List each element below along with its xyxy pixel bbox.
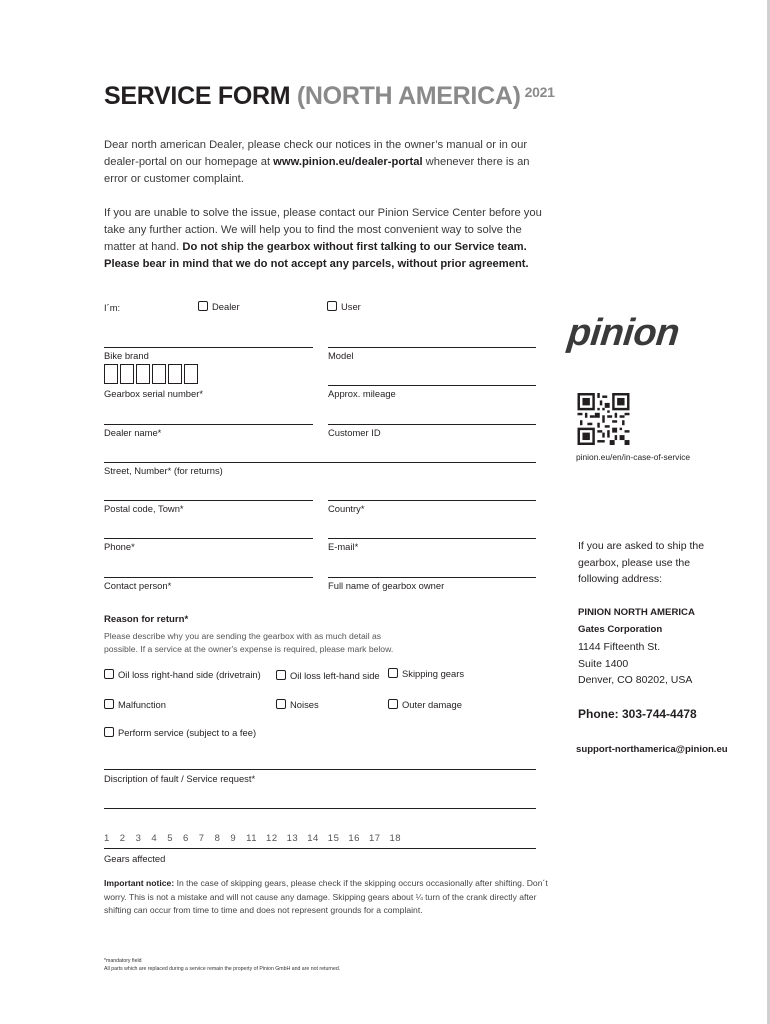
noises-checkbox[interactable]: Noises: [276, 699, 319, 710]
perform-service-checkbox[interactable]: Perform service (subject to a fee): [104, 727, 256, 738]
support-phone[interactable]: Phone: 303-744-4478: [578, 707, 697, 721]
address-street: 1144 Fifteenth St.: [578, 641, 661, 653]
gear-number[interactable]: 8: [214, 833, 221, 844]
contact-label: Contact person*: [104, 580, 172, 591]
intro-paragraph-2: If you are unable to solve the issue, please contact our Pinion Service Center before you take any further action. We will help you to find the most convenient way to solve the matter at hand. Do not ship the gearbox without first talking to our Service team. Please bear in mind that we do not accept any parcels, without prior agreement.: [104, 207, 542, 270]
bike-brand-field[interactable]: [104, 347, 313, 348]
gearbox-serial-label: Gearbox serial number*: [104, 388, 204, 399]
title-main: SERVICE FORM: [104, 82, 291, 110]
reason-title: Reason for return*: [104, 614, 189, 625]
serial-box[interactable]: [184, 364, 198, 384]
im-label: I´m:: [104, 302, 121, 313]
gear-number[interactable]: 16: [348, 833, 360, 844]
owner-field[interactable]: [328, 577, 536, 578]
serial-box[interactable]: [152, 364, 166, 384]
page-title: [104, 82, 555, 111]
gear-number[interactable]: 13: [286, 833, 299, 844]
serial-number-boxes[interactable]: [104, 364, 198, 384]
company-name-2: Gates Corporation: [578, 624, 663, 635]
address-suite: Suite 1400: [578, 658, 629, 670]
checkbox-box[interactable]: [104, 699, 114, 709]
phone-label: Phone*: [104, 541, 135, 552]
serial-box[interactable]: [104, 364, 118, 384]
dealer-name-label: Dealer name*: [104, 427, 162, 438]
dealer-portal-link[interactable]: www.pinion.eu/dealer-portal: [273, 156, 423, 168]
street-label: Street, Number* (for returns): [104, 465, 223, 476]
checkbox-box[interactable]: [276, 699, 286, 709]
serial-box[interactable]: [136, 364, 150, 384]
gear-number[interactable]: 9: [230, 833, 237, 844]
gear-number[interactable]: 15: [327, 833, 340, 844]
checkbox-box[interactable]: [198, 301, 208, 311]
company-name: PINION NORTH AMERICA: [578, 607, 695, 618]
malfunction-checkbox[interactable]: Malfunction: [104, 699, 166, 710]
reason-description: Please describe why you are sending the gearbox with as much detail as possible. If a service at the owner's expense is required, please mark below.: [104, 631, 394, 654]
gears-line: [104, 848, 536, 849]
street-field[interactable]: [104, 462, 536, 463]
gear-number[interactable]: 11: [246, 833, 258, 844]
skipping-gears-checkbox[interactable]: Skipping gears: [388, 668, 464, 679]
gear-number[interactable]: 2: [119, 833, 126, 844]
gear-number[interactable]: 3: [135, 833, 142, 844]
email-label: E-mail*: [328, 541, 359, 552]
qr-url[interactable]: pinion.eu/en/in-case-of-service: [576, 452, 691, 462]
gear-number[interactable]: 4: [151, 833, 158, 844]
postal-label: Postal code, Town*: [104, 503, 184, 514]
fault-description-field[interactable]: [104, 808, 536, 809]
dealer-checkbox[interactable]: Dealer: [198, 301, 240, 312]
important-notice: Important notice: In the case of skipping gears, please check if the skipping occurs occasionally after shifting. Don´t worry. This is not a mistake and will not cause any damage. Skipping gears about ¼ turn of the crank directly after shifting can occur from time to time and does not represent grounds for a complaint.: [104, 878, 548, 915]
pinion-logo: pinion: [565, 312, 682, 354]
dealer-name-field[interactable]: [104, 424, 313, 425]
mileage-field[interactable]: [328, 385, 536, 386]
serial-box[interactable]: [120, 364, 134, 384]
owner-label: Full name of gearbox owner: [328, 580, 445, 591]
checkbox-box[interactable]: [276, 670, 286, 680]
country-field[interactable]: [328, 500, 536, 501]
qr-code-icon[interactable]: [576, 393, 631, 445]
ship-instructions: If you are asked to ship the gearbox, please use the following address:: [578, 540, 705, 585]
contact-field[interactable]: [104, 577, 313, 578]
phone-field[interactable]: [104, 538, 313, 539]
oil-loss-left-checkbox[interactable]: Oil loss left-hand side: [276, 670, 380, 681]
gear-number[interactable]: 6: [182, 833, 189, 844]
intro-paragraph-1: Dear north american Dealer, please check our notices in the owner’s manual or in our dealer-portal on our homepage at www.pinion.eu/dealer-portal whenever there is an error or customer complaint.: [104, 139, 530, 185]
gear-number[interactable]: 12: [266, 833, 278, 844]
gear-number[interactable]: 17: [368, 833, 381, 844]
bike-brand-label: Bike brand: [104, 350, 149, 361]
country-label: Country*: [328, 503, 365, 514]
gear-number[interactable]: 18: [389, 833, 402, 844]
fault-line-top: [104, 769, 536, 770]
parts-note: All parts which are replaced during a service remain the property of Pinion GmbH and are not returned.: [104, 966, 341, 972]
email-field[interactable]: [328, 538, 536, 539]
oil-loss-right-checkbox[interactable]: Oil loss right-hand side (drivetrain): [104, 669, 261, 680]
title-year: 2021: [524, 84, 555, 100]
checkbox-box[interactable]: [388, 699, 398, 709]
fault-label: Discription of fault / Service request*: [104, 773, 256, 784]
checkbox-box[interactable]: [388, 668, 398, 678]
outer-damage-checkbox[interactable]: Outer damage: [388, 699, 462, 710]
support-email[interactable]: support-northamerica@pinion.eu: [576, 744, 728, 755]
checkbox-box[interactable]: [104, 727, 114, 737]
checkbox-box[interactable]: [327, 301, 337, 311]
mandatory-note: *mandatory field: [104, 958, 142, 964]
gear-numbers: [104, 833, 410, 844]
model-field[interactable]: [328, 347, 536, 348]
model-label: Model: [328, 350, 354, 361]
serial-box[interactable]: [168, 364, 182, 384]
customer-id-label: Customer ID: [328, 427, 381, 438]
gear-number[interactable]: 1: [104, 833, 110, 844]
checkbox-box[interactable]: [104, 669, 114, 679]
customer-id-field[interactable]: [328, 424, 536, 425]
gear-number[interactable]: 5: [167, 833, 173, 844]
gear-number[interactable]: 7: [198, 833, 205, 844]
title-region: (NORTH AMERICA): [296, 82, 521, 110]
gears-label: Gears affected: [104, 853, 166, 864]
mileage-label: Approx. mileage: [328, 388, 396, 399]
user-checkbox[interactable]: User: [327, 301, 361, 312]
postal-field[interactable]: [104, 500, 313, 501]
address-city: Denver, CO 80202, USA: [578, 674, 693, 686]
gear-number[interactable]: 14: [307, 833, 319, 844]
